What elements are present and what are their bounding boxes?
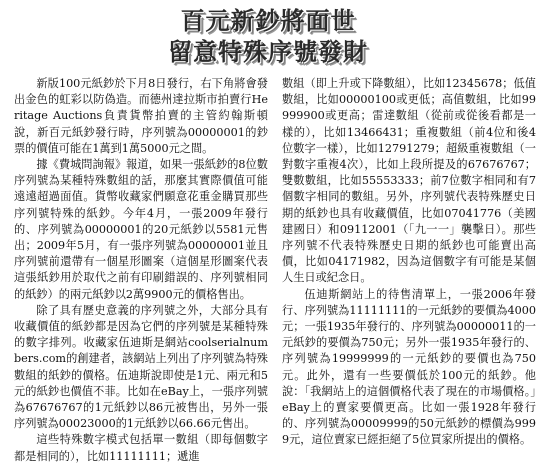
paragraph-continued: 數組（即上升或下降數組），比如12345678；低值數組，比如00000100或更低；高值數組，比如99999900或更高；雷達數組（從前或從後看都是一樣的），比如13466431；重複數組（前4位和後4位數字一樣），比如12791279；超級重複數組（一對數字重複4次），比如上段所提及的67676767；雙數數組，比如55553333；前7位數字相同和有7個數字相同的數組。另外，序列號代表特殊歷史日期的紙鈔也具有收藏價值，比如07041776（美國建國日）和09112001（「九一一」襲擊日）。那些序列號不代表特殊歷史日期的紙鈔也可能賣出高價，比如04171982，因為這個數字有可能是某個人生日或紀念日。 (282, 77, 536, 285)
article-column-left (14, 76, 268, 465)
paragraph: 這些特殊數字模式包括單一數組（即每個數字都是相同的），比如11111111；遞進 (14, 433, 268, 463)
paragraph: 伍迪斯網站上的待售清單上，一張2006年發行、序列號為11111111的一元紙鈔的要價為4000元；一張1935年發行的、序列號為00000011的一元紙鈔的要價為750元；另外一張1935年發行的、序列號為19999999的一元紙鈔的要價也為750元。此外，還有一些要價低於100元的紙鈔。他說：「我網站上的這個價格代表了現在的市場價格。」eBay上的賣家要價更高。比如一張1928年發行的、序列號為00009999的50元紙鈔的標價為9999元，這位賣家已經拒絕了5位買家所提出的價格。 (282, 287, 536, 447)
article-column-right (282, 76, 536, 449)
headline-line-2: 留意特殊序號發財 (168, 38, 368, 66)
paragraph: 除了具有歷史意義的序列號之外，大部分具有收藏價值的紙鈔都是因為它們的序列號是某種特殊的數字排列。收藏家伍迪斯是網站coolserialnumbers.com的創建者，該網站上列出了序列號為特殊數組的紙鈔的價格。伍迪斯說即使是1元、兩元和5元的紙鈔也價值不菲。比如在eBay上，一張序列號為67676767的1元紙鈔以86元被售出，另外一張序列號為00023000的1元紙鈔以66.66元售出。 (14, 303, 268, 431)
paragraph: 新版100元紙鈔於下月8日發行，右下角將會發出金色的虹彩以防偽造。而德州達拉斯市拍賣行Heritage Auctions負責貨幣拍賣的主管約翰斯頓說，新百元紙鈔發行時，序列號為00000001的鈔票的價值可能在1萬到1萬5000元之間。 (14, 77, 268, 155)
paragraph: 據《費城問詢報》報道，如果一張紙鈔的8位數序列號為某種特殊數組的話，那麼其實際價值可能遠遠超過面值。貨幣收藏家們願意花重金購買那些序列號特殊的紙鈔。今年4月，一張2009年發行的、序列號為00000001的20元紙鈔以5581元售出；2009年5月，有一張序列號為00000001並且序列號前還帶有一個星形圖案（這個星形圖案代表這張紙鈔用於取代之前有印刷錯誤的、序列號相同的紙鈔）的兩元紙鈔以2萬9900元的價格售出。 (14, 158, 268, 301)
headline-line-1: 百元新鈔將面世 (180, 7, 356, 35)
